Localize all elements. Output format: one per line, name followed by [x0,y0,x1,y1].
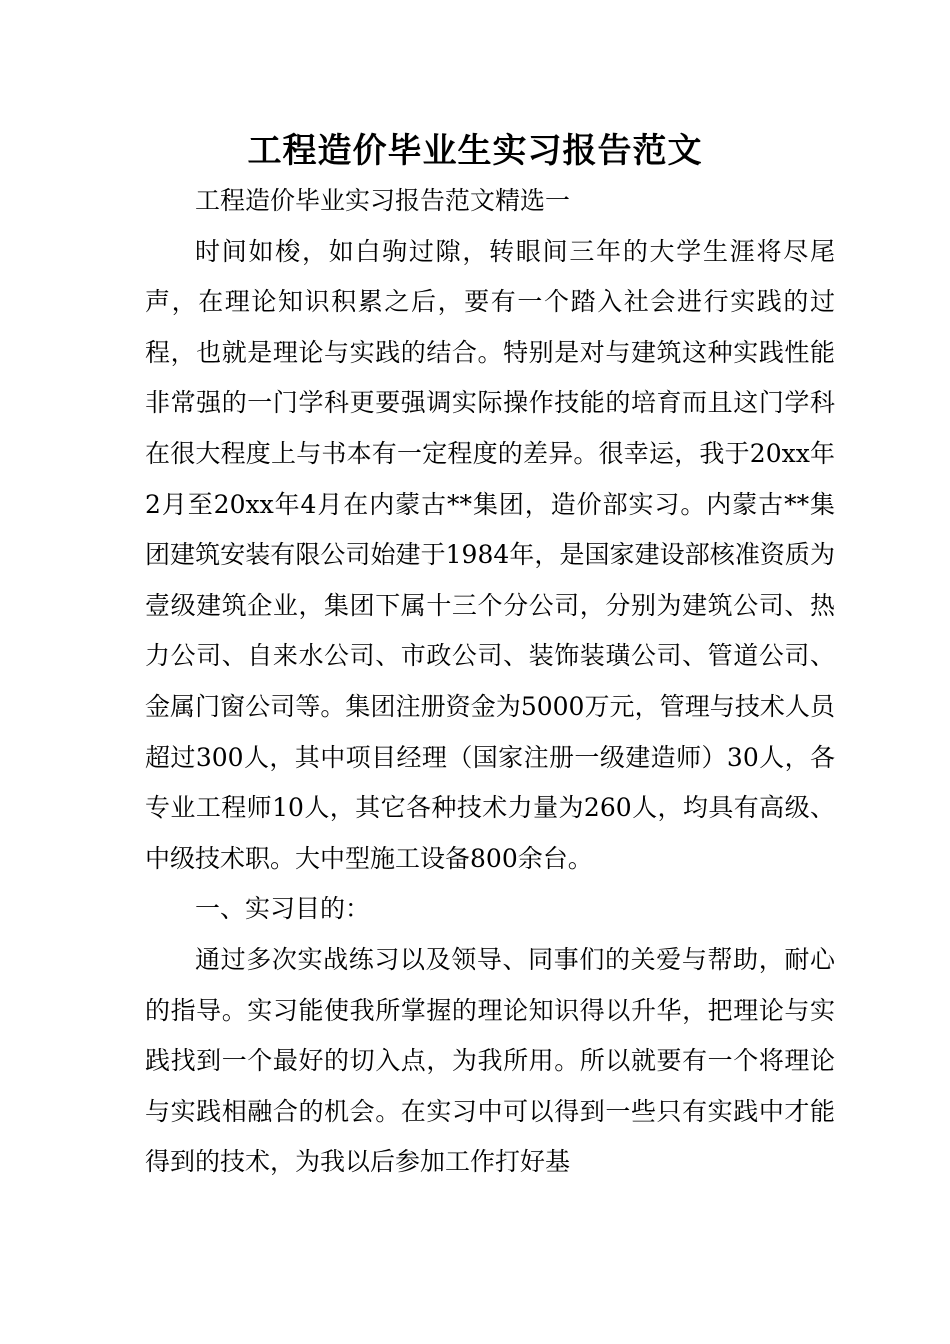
section-subtitle: 工程造价毕业实习报告范文精选一 [195,186,571,215]
document-title: 工程造价毕业生实习报告范文 [247,131,703,171]
paragraph-intro: 时间如梭，如白驹过隙，转眼间三年的大学生涯将尽尾声，在理论知识积累之后，要有一个踏入社会进行实践的过程，也就是理论与实践的结合。特别是对与建筑这种实践性能非常强的一门学科更要强调实际操作技能的培育而且这门学科在很大程度上与书本有一定程度的差异。很幸运，我于20xx年2月至20xx年4月在内蒙古**集团，造价部实习。内蒙古**集团建筑安装有限公司始建于1984年，是国家建设部核准资质为壹级建筑企业，集团下属十三个分公司，分别为建筑公司、热力公司、自来水公司、市政公司、装饰装璜公司、管道公司、金属门窗公司等。集团注册资金为5000万元，管理与技术人员超过300人，其中项目经理（国家注册一级建造师）30人，各专业工程师10人，其它各种技术力量为260人，均具有高级、中级技术职。大中型施工设备800余台。 [145,236,835,873]
paragraph-purpose: 通过多次实战练习以及领导、同事们的关爱与帮助，耐心的指导。实习能使我所掌握的理论知识得以升华，把理论与实践找到一个最好的切入点，为我所用。所以就要有一个将理论与实践相融合的机会。在实习中可以得到一些只有实践中才能得到的技术，为我以后参加工作打好基 [145,944,835,1177]
document-body [145,176,835,1188]
section-heading-purpose: 一、实习目的： [195,894,371,924]
